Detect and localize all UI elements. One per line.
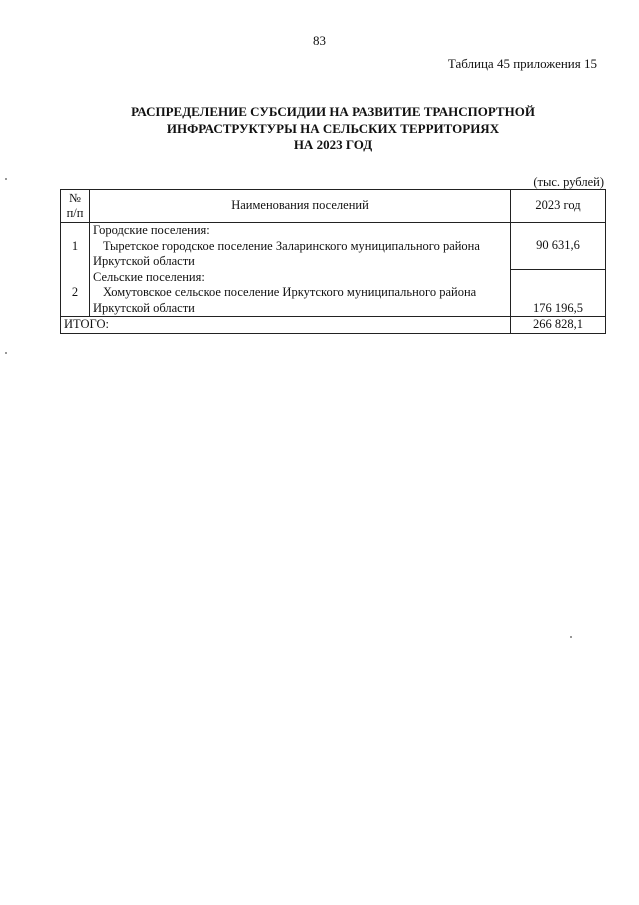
row-value: 90 631,6 [511,223,606,270]
scan-artifact [5,352,7,354]
row-name-line1: Хомутовское сельское поселение Иркутского муниципального района [90,285,511,301]
header-name: Наименования поселений [90,190,511,223]
units-label: (тыс. рублей) [533,175,604,189]
table-row [61,223,606,239]
table-header-row [61,190,606,223]
row-number: 2 [61,270,90,317]
subsidy-table [60,189,606,334]
total-row [61,317,606,334]
page-number: 83 [313,33,326,48]
scan-artifact [5,178,7,180]
total-value: 266 828,1 [511,317,606,334]
title-line-2: ИНФРАСТРУКТУРЫ НА СЕЛЬСКИХ ТЕРРИТОРИЯХ [166,120,500,136]
row-name-line1: Тыретское городское поселение Заларинского муниципального района [90,239,511,255]
table-row [61,270,606,286]
row-value: 176 196,5 [511,270,606,317]
header-number [61,190,90,223]
row-number: 1 [61,223,90,270]
header-year: 2023 год [511,190,606,223]
title-line-3: НА 2023 ГОД [293,137,373,152]
group-label: Городские поселения: [90,223,511,239]
document-title [60,104,606,154]
group-label: Сельские поселения: [90,270,511,286]
total-label: ИТОГО: [61,317,511,334]
header-number-line1: № [69,191,81,205]
scan-artifact [570,636,572,638]
row-name-line2: Иркутской области [90,254,511,270]
title-line-1: РАСПРЕДЕЛЕНИЕ СУБСИДИИ НА РАЗВИТИЕ ТРАНСПОРТНОЙ [131,104,535,119]
table-reference: Таблица 45 приложения 15 [447,56,597,71]
row-name-line2: Иркутской области [90,301,511,317]
header-number-line2: п/п [66,206,84,220]
